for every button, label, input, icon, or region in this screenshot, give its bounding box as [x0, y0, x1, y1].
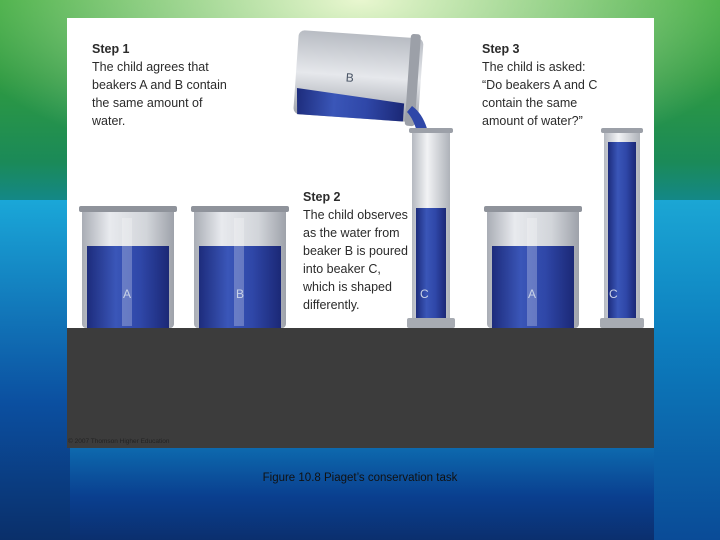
table-surface: [67, 328, 654, 448]
beaker-b1-label: B: [236, 287, 245, 301]
step3-title: Step 3: [482, 42, 520, 56]
step3-line: contain the same: [482, 96, 578, 110]
step2-line: differently.: [303, 298, 360, 312]
figure-caption: Figure 10.8 Piaget’s conservation task: [262, 472, 458, 484]
step3-line: The child is asked:: [482, 60, 586, 74]
beaker-a2-label: A: [528, 287, 537, 301]
step2-line: The child observes: [303, 208, 408, 222]
step3-line: amount of water?”: [482, 114, 583, 128]
cylinder-c1-label: C: [420, 287, 429, 301]
beaker-a-step1: [79, 206, 177, 328]
step1-line: The child agrees that: [92, 60, 209, 74]
cylinder-c2-label: C: [609, 287, 618, 301]
figure-panel: [67, 18, 654, 448]
cylinder-c-step3: [600, 128, 644, 328]
cylinder-c-step2: [407, 128, 455, 328]
step2-line: as the water from: [303, 226, 400, 240]
beaker-b-step1: [191, 206, 289, 328]
step2-text: [303, 188, 408, 314]
step1-line: the same amount of: [92, 96, 203, 110]
background-glow-left: [0, 200, 70, 540]
step1-title: Step 1: [92, 42, 130, 56]
copyright-notice: © 2007 Thomson Higher Education: [68, 438, 170, 445]
beaker-a1-label: A: [123, 287, 132, 301]
step1-line: beakers A and B contain: [92, 78, 227, 92]
step2-title: Step 2: [303, 190, 341, 204]
step2-line: beaker B is poured: [303, 244, 408, 258]
background-glow-right: [654, 200, 720, 540]
step2-line: which is shaped: [303, 280, 392, 294]
beaker-a-step3: [484, 206, 582, 328]
beaker-b-pouring: [293, 26, 424, 126]
step2-line: into beaker C,: [303, 262, 381, 276]
step1-text: [92, 40, 227, 130]
step1-line: water.: [92, 114, 126, 128]
beaker-b-pour-label: B: [345, 70, 355, 85]
step3-line: “Do beakers A and C: [482, 78, 598, 92]
step3-text: [482, 40, 597, 130]
